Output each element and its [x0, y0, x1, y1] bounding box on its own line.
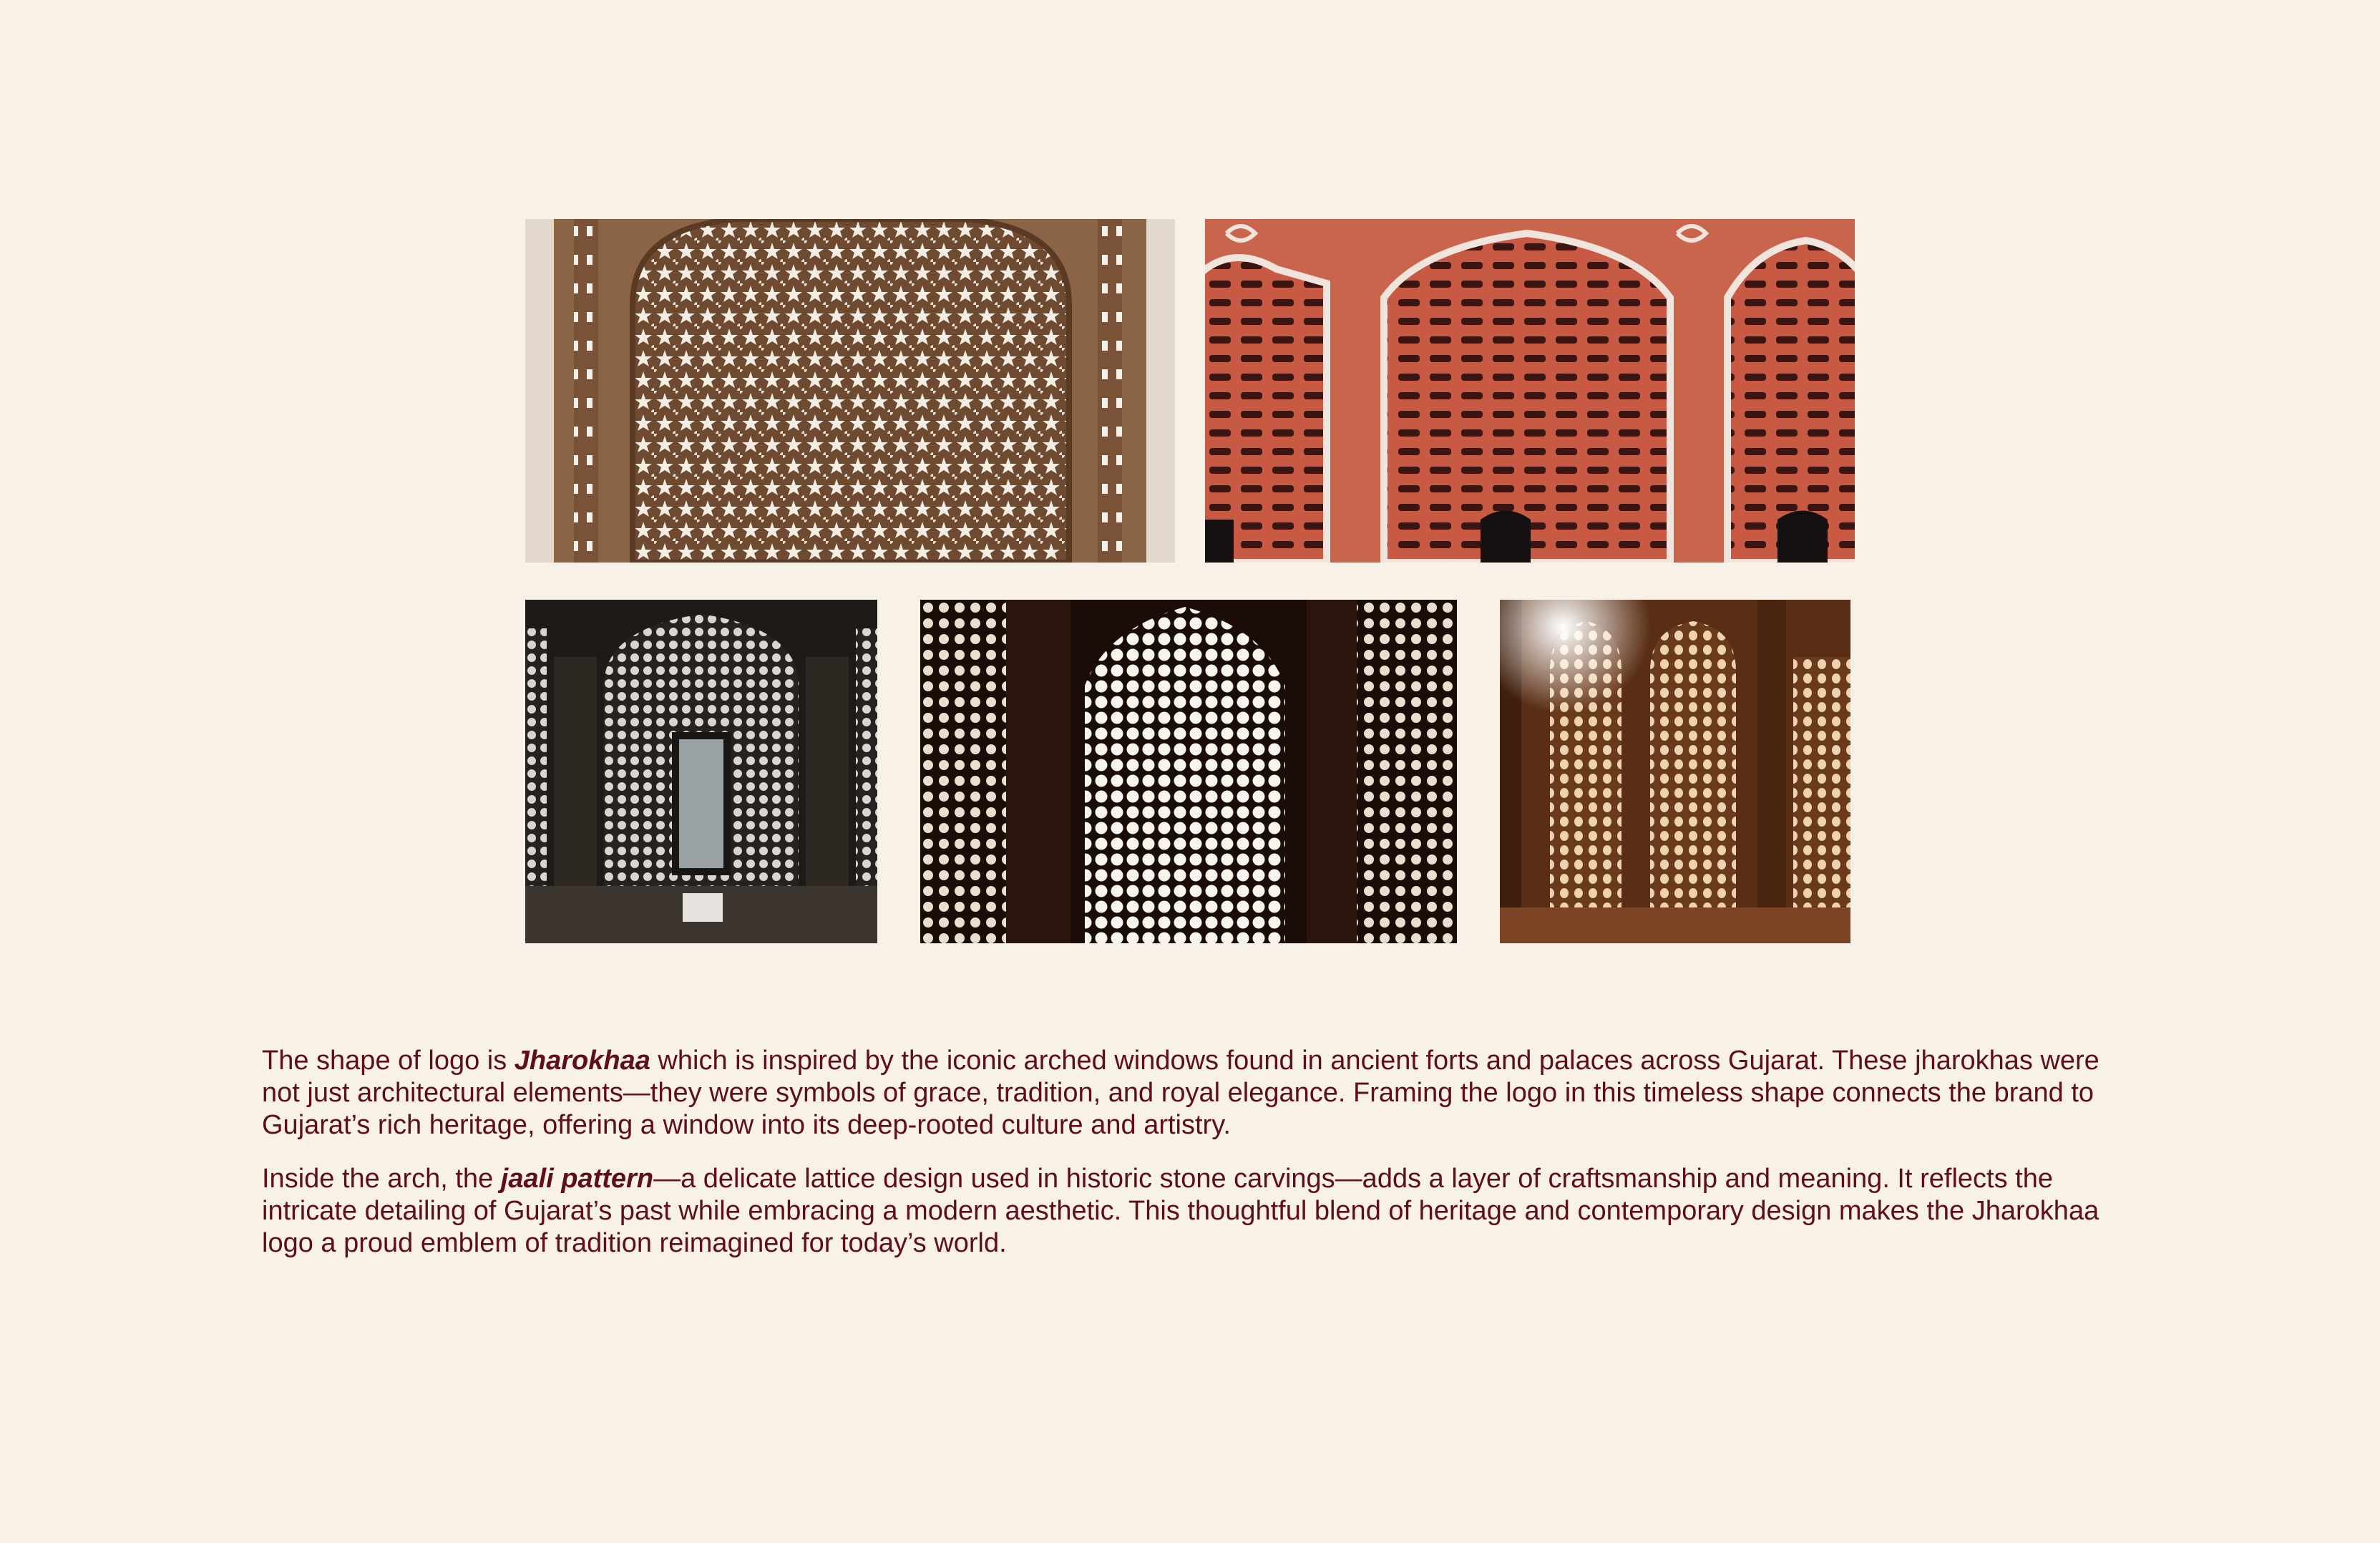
- description-text: [262, 1045, 2122, 1281]
- red-sandstone-windows-photo: [1205, 219, 1855, 563]
- paragraph-1-intro: The shape of logo is: [262, 1046, 514, 1076]
- emphasis-jharokhaa: Jharokhaa: [514, 1046, 650, 1076]
- paragraph-jaali: [262, 1163, 2122, 1260]
- paragraph-2-intro: Inside the arch, the: [262, 1164, 501, 1194]
- paragraph-1-body: which is inspired by the iconic arched windows found in ancient forts and palaces across Gujarat. These jharokhas were not just architectural elements—they were symbols of grace, tradition, and royal elegance. Framing the logo in this timeless shape connects the brand to Gujarat’s rich heritage, offering a window into its deep-rooted culture and artistry.: [262, 1046, 2099, 1140]
- dark-corridor-jaali-photo: [525, 600, 877, 943]
- backlit-jaali-arch-photo: [920, 600, 1457, 943]
- wooden-jaali-room-photo: [1500, 600, 1850, 943]
- paragraph-2-body: —a delicate lattice design used in historic stone carvings—adds a layer of craftsmanship and meaning. It reflects the intricate detailing of Gujarat’s past while embracing a modern aesthetic. This thoughtful blend of heritage and contemporary design makes the Jharokhaa logo a proud emblem of tradition reimagined for today’s world.: [262, 1164, 2099, 1258]
- carved-stone-jaali-photo: [525, 219, 1175, 563]
- paragraph-jharokhaa: [262, 1045, 2122, 1142]
- emphasis-jaali-pattern: jaali pattern: [500, 1164, 654, 1194]
